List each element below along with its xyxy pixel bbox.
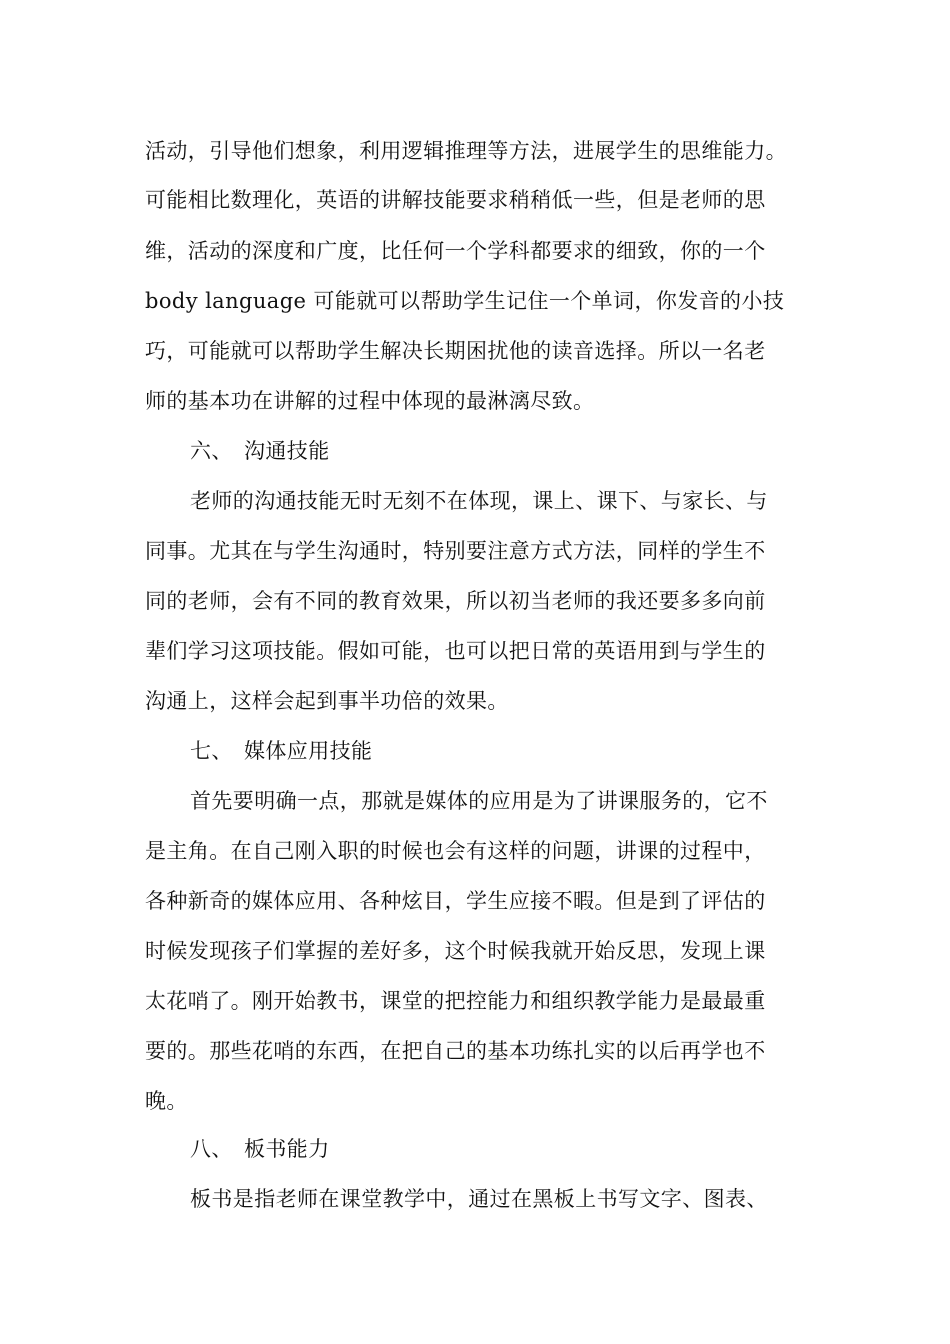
paragraph-line: 师的基本功在讲解的过程中体现的最淋漓尽致。	[145, 389, 595, 413]
section-heading-6	[190, 436, 330, 466]
paragraph-line: 可能相比数理化，英语的讲解技能要求稍稍低一些，但是老师的思	[145, 188, 766, 212]
paragraph-line: 活动，引导他们想象，利用逻辑推理等方法，进展学生的思维能力。	[145, 139, 787, 163]
paragraph-line: body language 可能就可以帮助学生记住一个单词，你发音的小技	[145, 289, 785, 313]
paragraph-line: 巧，可能就可以帮助学生解决长期困扰他的读音选择。所以一名老	[145, 339, 766, 363]
paragraph-line: 同的老师，会有不同的教育效果，所以初当老师的我还要多多向前	[145, 589, 766, 613]
paragraph-line: 时候发现孩子们掌握的差好多，这个时候我就开始反思，发现上课	[145, 939, 766, 963]
paragraph-line: 同事。尤其在与学生沟通时，特别要注意方式方法，同样的学生不	[145, 539, 766, 563]
section-number: 八、	[190, 1137, 233, 1161]
section-heading-7	[190, 736, 372, 766]
paragraph-line: 维，活动的深度和广度，比任何一个学科都要求的细致，你的一个	[145, 239, 766, 263]
paragraph-line: 要的。那些花哨的东西，在把自己的基本功练扎实的以后再学也不	[145, 1039, 766, 1063]
paragraph-line: 沟通上，这样会起到事半功倍的效果。	[145, 689, 509, 713]
paragraph-line: 太花哨了。刚开始教书，课堂的把控能力和组织教学能力是最最重	[145, 989, 766, 1013]
section-title: 板书能力	[244, 1137, 330, 1161]
section-number: 六、	[190, 439, 233, 463]
paragraph-line: 老师的沟通技能无时无刻不在体现，课上、课下、与家长、与	[190, 489, 768, 513]
paragraph-line: 板书是指老师在课堂教学中，通过在黑板上书写文字、图表、	[190, 1187, 768, 1211]
section-heading-8	[190, 1134, 330, 1164]
section-number: 七、	[190, 739, 233, 763]
section-title: 媒体应用技能	[244, 739, 373, 763]
section-title: 沟通技能	[244, 439, 330, 463]
paragraph-line: 辈们学习这项技能。假如可能，也可以把日常的英语用到与学生的	[145, 639, 766, 663]
paragraph-line: 晚。	[145, 1089, 188, 1113]
paragraph-line: 是主角。在自己刚入职的时候也会有这样的问题，讲课的过程中，	[145, 839, 766, 863]
paragraph-line: 首先要明确一点，那就是媒体的应用是为了讲课服务的，它不	[190, 789, 768, 813]
paragraph-line: 各种新奇的媒体应用、各种炫目，学生应接不暇。但是到了评估的	[145, 889, 766, 913]
